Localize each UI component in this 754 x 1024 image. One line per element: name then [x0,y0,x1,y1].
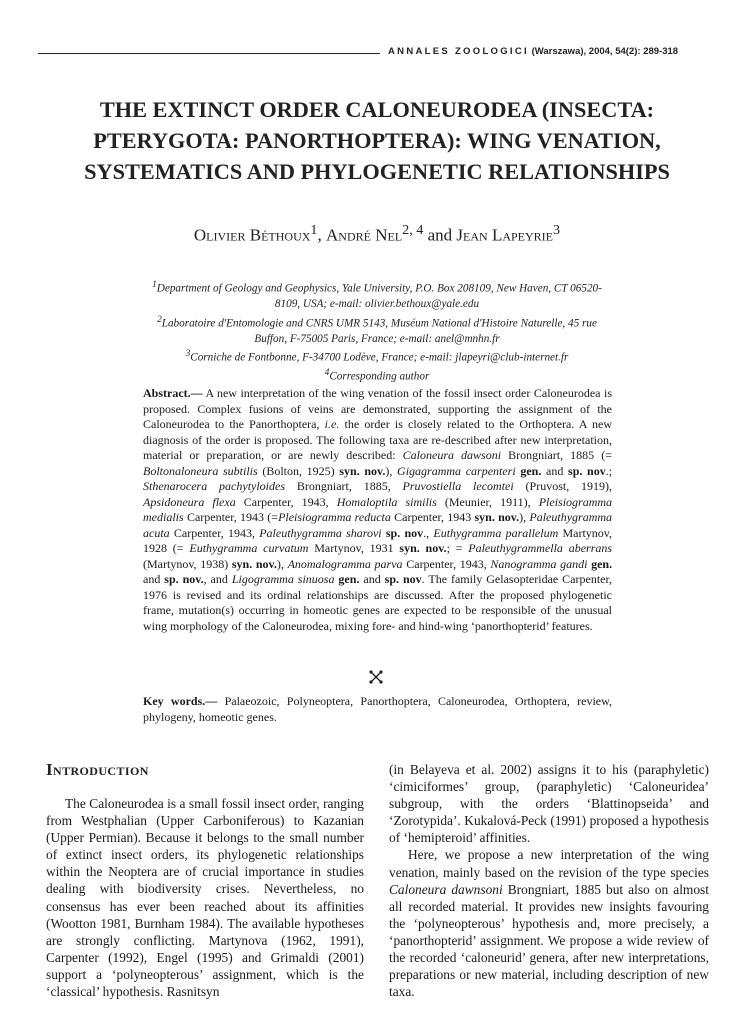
taxon-name: Caloneura dawsoni [402,448,502,462]
author-name: Jean Lapeyrie [456,225,553,245]
header-rule [38,53,380,54]
taxon-name: Euthygramma parallelum [433,525,559,540]
taxon-name: Pleisiogramma reducta [278,510,391,524]
abstract-text: and [143,572,161,586]
abstract-text: and [363,572,381,586]
affiliation-superscript: 3 [185,349,191,360]
abstract-text: the order is closely related to the Orthoptera. A new diagnosis of the order is proposed. The following taxa are re-described after new interpretation, material or preparation, or are newly described: [143,417,613,462]
abstract-label: Abstract.— [143,386,203,400]
nomenclature-act: gen. [338,572,360,586]
paragraph-text: Here, we propose a new interpretation of the wing venation, mainly based on the revision of the type species [389,847,709,880]
paragraph: The Caloneurodea is a small fossil insect order, ranging from Westphalian (Upper Carboniferous) to Kazanian (Upper Permian). Because it belongs to the small number of extinct insect orders, its phylogenetic relationships within the Neoptera are of crucial importance in studies dealing with biodiversity crises. Nevertheless, no consensus has ever been reached about its affinities (Wootton 1981, Burnham 1984). The available hypotheses are strongly conflicting. Martynova (1962, 1991), Carpenter (1992), Engel (1995) and Grimaldi (2001) support a ‘polyneopterous’ assignment, which is the ‘classical’ hypothesis. Rasnitsyn [46,796,364,1000]
nomenclature-act: gen. [520,463,542,478]
journal-name: ANNALES ZOOLOGICI [388,46,529,57]
abstract-text: Brongniart, 1885, [296,479,391,493]
affiliation-superscript: 1 [152,280,157,290]
author-superscript: 2, 4 [402,222,424,238]
author-name: Olivier Béthoux [193,225,311,245]
abstract-text: Brongniart, 1885 (= [508,448,612,462]
author-name: André Nel [326,225,403,245]
nomenclature-act: syn. nov. [231,556,277,571]
paper-title [50,94,704,187]
abstract-text: Carpenter, 1943 [394,510,472,524]
author-superscript: 1 [310,222,318,238]
title-line-1: THE EXTINCT ORDER CALONEURODEA (INSECTA: [99,97,655,122]
nomenclature-act: gen. [591,556,613,571]
affiliation-superscript: 2 [157,314,162,325]
affiliation [142,313,612,348]
abstract-text: Carpenter, 1943, [243,494,329,509]
abstract-text: Carpenter, 1943, [173,525,255,540]
abstract-text: ), [385,463,393,478]
affiliation-text: Department of Geology and Geophysics, Yale University, P.O. Box 208109, New Haven, CT 06520-8109, USA; e-mail: olivier.bethoux@yale.edu [156,282,602,311]
taxon-name: Paleuthygrammella aberrans [468,541,613,555]
taxon-name: Pleisiogramma medialis [143,494,613,524]
paragraph-text: Brongniart, 1885 but also on almost all recorded material. It provides new insights favouring the ‘polyneopterous’ hypothesis and, more precisely, a ‘panorthopterid’ assignment. We propose a wide review of the recorded ‘caloneurid’ genera, after new interpretations, preparations or new material, including description of new taxa. [389,881,709,1000]
affiliation-text: Corniche de Fontbonne, F-34700 Lodève, France; e-mail: jlapeyri@club-internet.fr [190,351,569,364]
abstract-text: (Martynov, 1938) [143,556,229,571]
abstract-text: Carpenter, 1943 (= [186,510,279,524]
taxon-name: Boltonaloneura subtilis [143,463,258,478]
taxon-name: Homaloptila similis [336,494,437,509]
taxon-name: Paleuthygramma sharovi [259,525,382,540]
abstract-text: .; [605,463,613,478]
author-separator: , [317,225,322,245]
abstract-text: A new interpretation of the wing venation of the fossil insect order Caloneurodea is proposed. Complex fusions of veins are demonstrated, supporting the assignment of the Caloneurodea to the Panorthoptera, [143,386,612,431]
abstract-text: Martynov, 1928 (= [143,525,613,555]
taxon-name: Euthygramma curvatum [189,541,309,555]
section-heading-introduction: Introduction [46,760,149,779]
taxon-name: Ligogramma sinuosa [231,572,335,586]
taxon-name: Paleuthygramma acuta [143,510,613,540]
keywords-text: Palaeozoic, Polyneoptera, Panorthoptera, Caloneurodea, Orthoptera, review, phylogeny, homeotic genes. [143,694,613,724]
affiliation [142,347,612,366]
abstract-text: ), [276,556,284,571]
column-right [389,761,709,1000]
abstract-text: Carpenter, 1943, [406,556,487,571]
taxon-name: Apsidoneura flexa [143,494,236,509]
affiliation [142,278,612,313]
affiliation-superscript: 4 [324,368,330,379]
abstract-text: ., [423,525,434,540]
author-superscript: 3 [553,222,561,238]
abstract-text: (Bolton, 1925) [262,463,335,478]
nomenclature-act: syn. nov. [474,510,520,524]
abstract-text: and [546,463,564,478]
abstract-italic: i.e. [324,417,340,431]
journal-issue: (Warszawa), 2004, 54(2): 289-318 [531,46,679,57]
taxon-name: Sthenarocera pachytyloides [143,479,286,493]
affiliation [142,366,612,385]
abstract [143,386,612,634]
paragraph: (in Belayeva et al. 2002) assigns it to his (paraphyletic) ‘cimiciformes’ group, (paraphyletic) ‘Caloneuridea’ subgroup, with the orders ‘Blattinopseida’ and ‘Zorotypida’. Kukalová-Peck (1991) proposed a hypothesis of ‘hemipteroid’ affinities. [389,762,709,846]
abstract-text: , and [203,572,228,586]
title-line-2: PTERYGOTA: PANORTHOPTERA): WING VENATION, [93,128,661,153]
column-left [46,795,364,1000]
nomenclature-act: sp. nov [568,463,606,478]
abstract-text: ; = [446,541,463,555]
keywords-label: Key words.— [143,694,218,708]
nomenclature-act: sp. nov. [164,572,204,586]
author-list [50,222,704,246]
abstract-text: . The family Gelasopteridae Carpenter, 1976 is revised and its ordinal relationships are discussed. After the proposed phylogenetic frame, mutation(s) occurring in homeotic genes are expected to be responsible of the unusual wing morphology of the Caloneurodea, mixing fore- and hind-wing ‘panorthopterid’ features. [143,572,613,633]
fleuron-icon [368,669,384,685]
taxon-name: Nanogramma gandi [490,556,588,571]
author-separator: and [427,225,453,245]
journal-citation [388,46,718,57]
nomenclature-act: sp. nov [385,525,424,540]
nomenclature-act: syn. nov. [339,463,386,478]
affiliation-text: Corresponding author [329,370,430,383]
taxon-name: Anomalogramma parva [287,556,403,571]
taxon-name: Gigagramma carpenteri [397,463,516,478]
nomenclature-act: syn. nov. [399,541,447,555]
title-line-3: SYSTEMATICS AND PHYLOGENETIC RELATIONSHIPS [84,159,670,184]
abstract-text: Martynov, 1931 [314,541,394,555]
abstract-text: ), [519,510,527,524]
taxon-name: Pruvostiella lecomtei [402,479,514,493]
abstract-text: (Pruvost, 1919), [525,479,613,493]
nomenclature-act: sp. nov [384,572,422,586]
abstract-text: (Meunier, 1911), [444,494,531,509]
taxon-name: Caloneura dawnsoni [389,881,503,897]
paragraph [389,846,709,1000]
keywords [143,694,612,725]
affiliations [142,278,612,385]
affiliation-text: Laboratoire d'Entomologie and CNRS UMR 5143, Muséum National d'Histoire Naturelle, 45 rue Buffon, F-75005 Paris, France; e-mail: anel@mnhn.fr [161,317,597,345]
